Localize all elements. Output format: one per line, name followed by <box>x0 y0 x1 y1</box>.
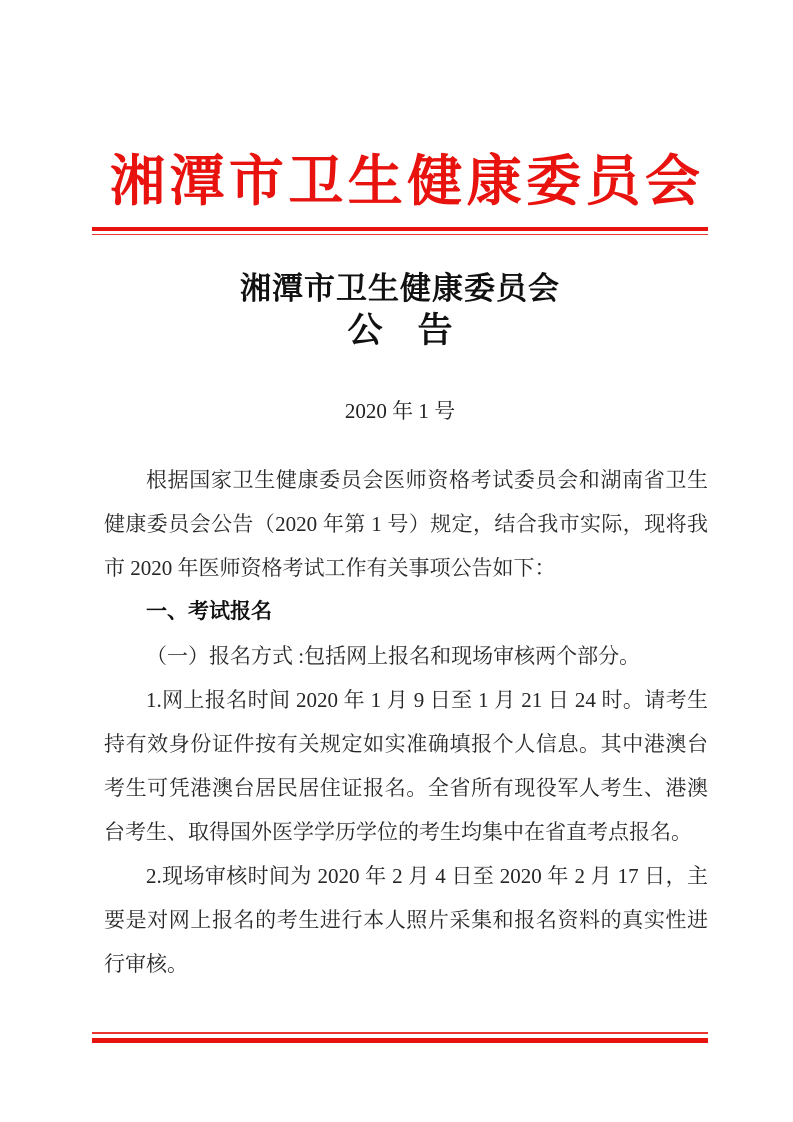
document-title-agency: 湘潭市卫生健康委员会 <box>240 271 560 306</box>
agency-masthead: 湘 潭 市 卫 生 健 康 委 员 会 <box>110 150 700 212</box>
footer-rule-thick <box>92 1038 708 1043</box>
document-number: 2020 年 1 号 <box>344 399 456 423</box>
section-heading-exam-registration: 一、考试报名 <box>146 600 272 623</box>
document-title-announcement: 公 告 <box>347 311 453 350</box>
body-paragraph-onsite-review: 2.现场审核时间为 2020 年 2 月 4 日至 2020 年 2 月 17 日，主要是对网上报名的考生进行本人照片采集和报名资料的真实性进行审核。 <box>104 864 708 976</box>
body-paragraph-registration-method: （一）报名方式 :包括网上报名和现场审核两个部分。 <box>146 644 641 668</box>
header-rule-thin <box>92 234 708 235</box>
document-body <box>104 458 708 986</box>
body-paragraph-intro: 根据国家卫生健康委员会医师资格考试委员会和湖南省卫生健康委员会公告（2020 年第 1 号）规定，结合我市实际，现将我市 2020 年医师资格考试工作有关事项公告如下： <box>104 468 708 580</box>
body-paragraph-online-registration: 1.网上报名时间 2020 年 1 月 9 日至 1 月 21 日 24 时。请考生持有效身份证件按有关规定如实准确填报个人信息。其中港澳台考生可凭港澳台居民居住证报名。全省所有现役军人考生、港澳台考生、取得国外医学学历学位的考生均集中在省直考点报名。 <box>104 688 708 844</box>
header-rule-thick <box>92 227 708 231</box>
footer-rule-thin <box>92 1032 708 1034</box>
